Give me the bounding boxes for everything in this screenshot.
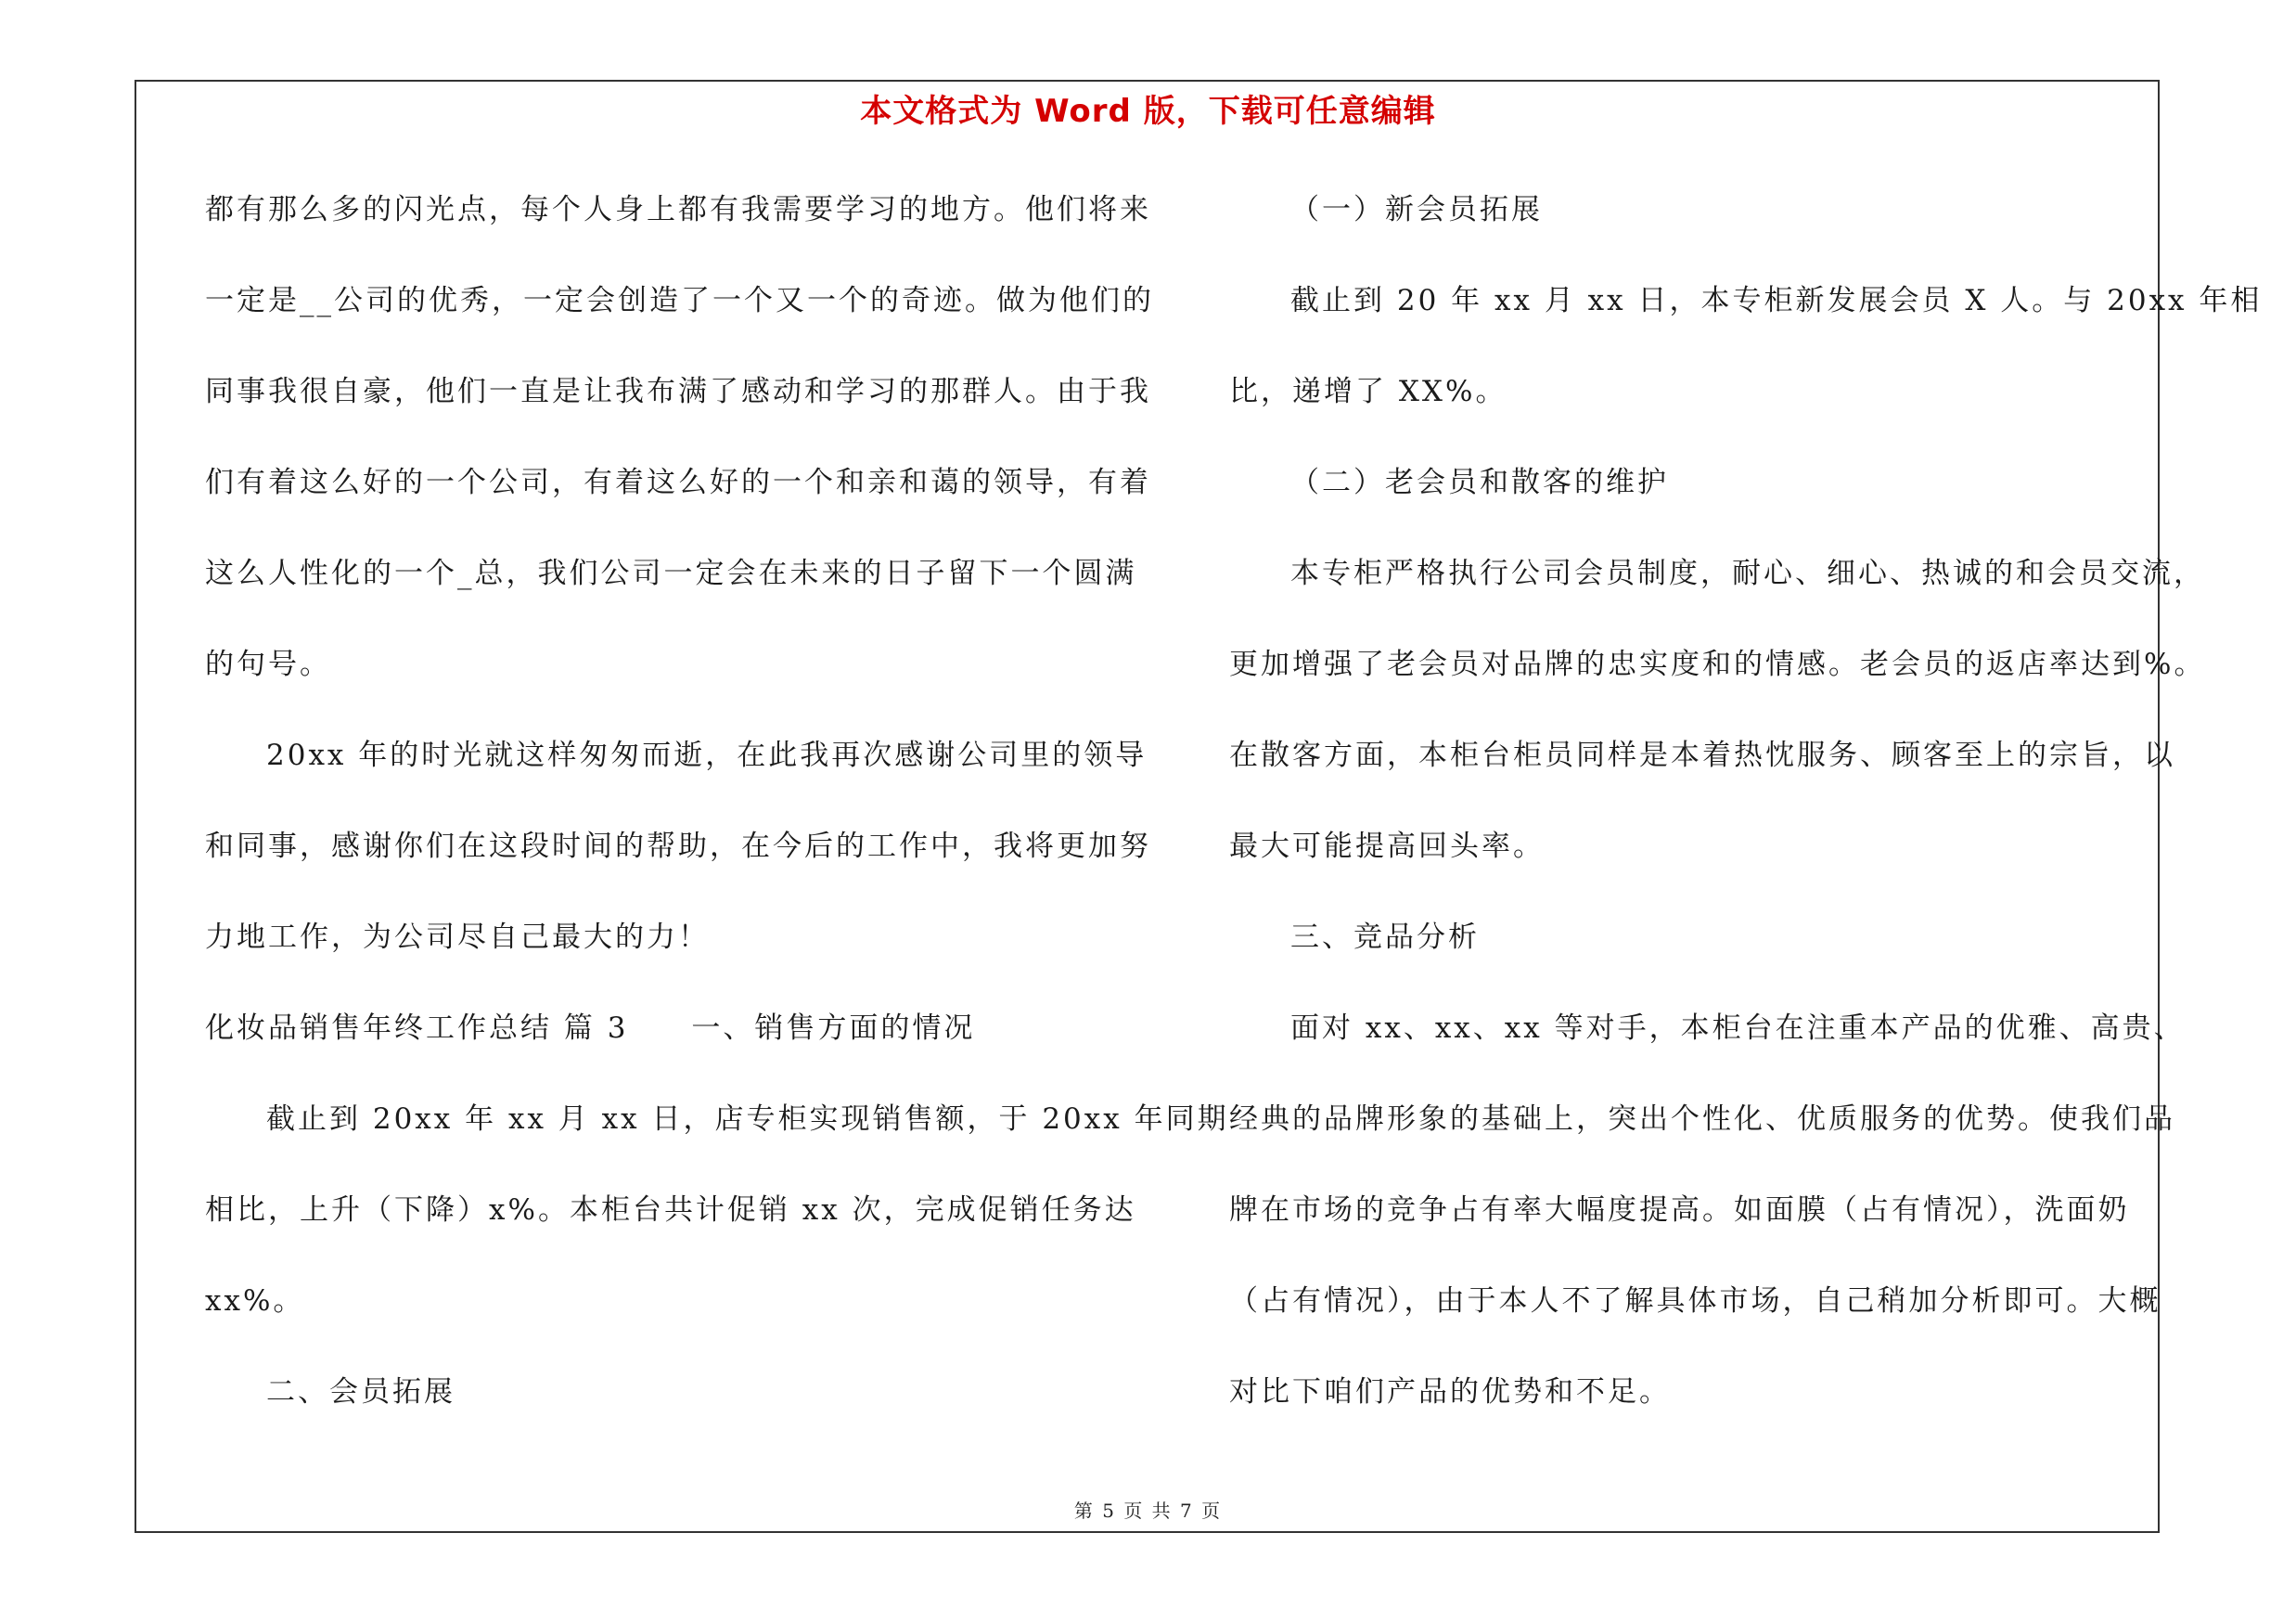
text-line: 在散客方面，本柜台柜员同样是本着热忱服务、顾客至上的宗旨，以 xyxy=(1229,739,2175,772)
text-line: 一定是__公司的优秀，一定会创造了一个又一个的奇迹。做为他们的 xyxy=(205,284,1154,317)
text-line: 相比，上升（下降）x%。本柜台共计促销 xx 次，完成促销任务达 xyxy=(205,1193,1136,1227)
page-number-footer: 第 5 页 共 7 页 xyxy=(1073,1500,1223,1522)
text-line: 更加增强了老会员对品牌的忠实度和的情感。老会员的返店率达到%。 xyxy=(1229,648,2206,681)
text-line: 经典的品牌形象的基础上，突出个性化、优质服务的优势。使我们品 xyxy=(1229,1102,2175,1136)
left-text-column xyxy=(205,181,1229,1454)
text-line: 同事我很自豪，他们一直是让我布满了感动和学习的那群人。由于我 xyxy=(205,375,1151,408)
text-line: 截止到 20xx 年 xx 月 xx 日，店专柜实现销售额，于 20xx 年同期 xyxy=(266,1102,1229,1136)
text-line: 这么人性化的一个_总，我们公司一定会在未来的日子留下一个圆满 xyxy=(205,557,1137,590)
text-line: xx%。 xyxy=(205,1284,305,1318)
text-line: 截止到 20 年 xx 月 xx 日，本专柜新发展会员 X 人。与 20xx 年相 xyxy=(1290,284,2263,317)
text-line: （一）新会员拓展 xyxy=(1290,193,1543,226)
text-line: 本专柜严格执行公司会员制度，耐心、细心、热诚的和会员交流， xyxy=(1290,557,2205,590)
text-line: 们有着这么好的一个公司，有着这么好的一个和亲和蔼的领导，有着 xyxy=(205,466,1151,499)
format-banner: 本文格式为 Word 版，下载可任意编辑 xyxy=(860,93,1436,130)
text-line: 的句号。 xyxy=(205,648,331,681)
text-line: 对比下咱们产品的优势和不足。 xyxy=(1229,1375,1671,1409)
text-line: 力地工作，为公司尽自己最大的力！ xyxy=(205,921,710,954)
text-line: 面对 xx、xx、xx 等对手，本柜台在注重本产品的优雅、高贵、 xyxy=(1290,1011,2186,1045)
text-line: 化妆品销售年终工作总结 篇 3 一、销售方面的情况 xyxy=(205,1011,976,1045)
text-line: 最大可能提高回头率。 xyxy=(1229,830,1545,863)
text-line: 三、竞品分析 xyxy=(1290,921,1480,954)
right-text-column xyxy=(1229,181,2263,1454)
text-line: 二、会员拓展 xyxy=(266,1375,455,1409)
text-line: 都有那么多的闪光点，每个人身上都有我需要学习的地方。他们将来 xyxy=(205,193,1151,226)
text-line: （占有情况），由于本人不了解具体市场，自己稍加分析即可。大概 xyxy=(1229,1284,2161,1318)
text-line: 比，递增了 XX%。 xyxy=(1229,375,1507,408)
text-line: 20xx 年的时光就这样匆匆而逝，在此我再次感谢公司里的领导 xyxy=(266,739,1148,772)
text-line: 牌在市场的竞争占有率大幅度提高。如面膜（占有情况），洗面奶 xyxy=(1229,1193,2130,1227)
text-line: 和同事，感谢你们在这段时间的帮助，在今后的工作中，我将更加努 xyxy=(205,830,1151,863)
text-line: （二）老会员和散客的维护 xyxy=(1290,466,1669,499)
